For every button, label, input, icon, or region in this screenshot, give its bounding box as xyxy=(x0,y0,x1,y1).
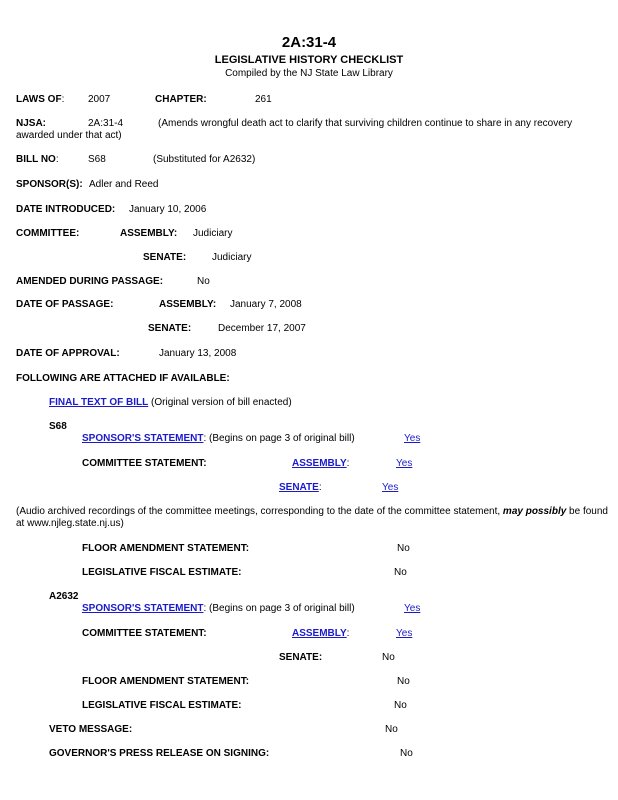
audio-note-cont: at www.njleg.state.nj.us) xyxy=(16,518,124,529)
laws-of-value: 2007 xyxy=(88,94,111,105)
press-release-label: GOVERNOR'S PRESS RELEASE ON SIGNING: xyxy=(49,748,270,759)
amended-label: AMENDED DURING PASSAGE: xyxy=(16,276,164,287)
page-title: 2A:31-4 xyxy=(281,34,337,51)
passage-assembly-label: ASSEMBLY: xyxy=(159,299,217,310)
s68-sponsor-row: SPONSOR'S STATEMENT: (Begins on page 3 of original bill) xyxy=(82,433,355,444)
chapter-value: 261 xyxy=(255,94,272,105)
s68-assembly-row: ASSEMBLY: xyxy=(292,458,350,469)
sponsors-value: Adler and Reed xyxy=(89,179,159,190)
veto-value: No xyxy=(385,724,398,735)
s68-sponsor-statement-link[interactable]: SPONSOR'S STATEMENT xyxy=(82,433,204,444)
a2632-senate-label: SENATE: xyxy=(279,652,323,663)
s68-sponsor-statement-yes[interactable]: Yes xyxy=(404,433,421,444)
bill-no-label: BILL NO: xyxy=(16,154,59,165)
s68-floor-value: No xyxy=(397,543,410,554)
s68-senate-yes[interactable]: Yes xyxy=(382,482,399,493)
passage-senate-value: December 17, 2007 xyxy=(218,323,306,334)
committee-senate-label: SENATE: xyxy=(143,252,187,263)
a2632-floor-label: FLOOR AMENDMENT STATEMENT: xyxy=(82,676,250,687)
s68-committee-label: COMMITTEE STATEMENT: xyxy=(82,458,207,469)
s68-fiscal-value: No xyxy=(394,567,407,578)
a2632-floor-value: No xyxy=(397,676,410,687)
veto-label: VETO MESSAGE: xyxy=(49,724,133,735)
a2632-senate-value: No xyxy=(382,652,395,663)
a2632-fiscal-label: LEGISLATIVE FISCAL ESTIMATE: xyxy=(82,700,242,711)
a2632-sponsor-statement-yes[interactable]: Yes xyxy=(404,603,421,614)
chapter-label: CHAPTER: xyxy=(155,94,207,105)
s68-assembly-yes[interactable]: Yes xyxy=(396,458,413,469)
a2632-sponsor-row: SPONSOR'S STATEMENT: (Begins on page 3 of original bill) xyxy=(82,603,355,614)
njsa-label: NJSA: xyxy=(16,118,47,129)
a2632-committee-label: COMMITTEE STATEMENT: xyxy=(82,628,207,639)
amended-value: No xyxy=(197,276,210,287)
a2632-assembly-link[interactable]: ASSEMBLY xyxy=(292,628,347,639)
njsa-description: (Amends wrongful death act to clarify that surviving children continue to share in any recovery xyxy=(158,118,573,129)
final-text-row: FINAL TEXT OF BILL (Original version of bill enacted) xyxy=(49,397,292,408)
attached-label: FOLLOWING ARE ATTACHED IF AVAILABLE: xyxy=(16,373,230,384)
a2632-heading: A2632 xyxy=(49,591,79,602)
a2632-assembly-yes[interactable]: Yes xyxy=(396,628,413,639)
compiled-by: Compiled by the NJ State Law Library xyxy=(225,68,393,79)
approval-value: January 13, 2008 xyxy=(159,348,237,359)
s68-senate-link[interactable]: SENATE xyxy=(279,482,319,493)
s68-assembly-link[interactable]: ASSEMBLY xyxy=(292,458,347,469)
approval-label: DATE OF APPROVAL: xyxy=(16,348,120,359)
a2632-sponsor-statement-link[interactable]: SPONSOR'S STATEMENT xyxy=(82,603,204,614)
committee-assembly-value: Judiciary xyxy=(193,228,233,239)
committee-label: COMMITTEE: xyxy=(16,228,80,239)
passage-assembly-value: January 7, 2008 xyxy=(230,299,302,310)
njsa-description-cont: awarded under that act) xyxy=(16,130,122,141)
final-text-link[interactable]: FINAL TEXT OF BILL xyxy=(49,397,149,408)
passage-label: DATE OF PASSAGE: xyxy=(16,299,114,310)
s68-floor-label: FLOOR AMENDMENT STATEMENT: xyxy=(82,543,250,554)
committee-senate-value: Judiciary xyxy=(212,252,252,263)
laws-of-label: LAWS OF: xyxy=(16,94,65,105)
committee-assembly-label: ASSEMBLY: xyxy=(120,228,178,239)
a2632-fiscal-value: No xyxy=(394,700,407,711)
njsa-value: 2A:31-4 xyxy=(88,118,124,129)
passage-senate-label: SENATE: xyxy=(148,323,192,334)
s68-fiscal-label: LEGISLATIVE FISCAL ESTIMATE: xyxy=(82,567,242,578)
date-introduced-label: DATE INTRODUCED: xyxy=(16,204,116,215)
date-introduced-value: January 10, 2006 xyxy=(129,204,207,215)
s68-heading: S68 xyxy=(49,421,67,432)
s68-senate-row: SENATE: xyxy=(279,482,322,493)
a2632-assembly-row: ASSEMBLY: xyxy=(292,628,350,639)
substituted-note: (Substituted for A2632) xyxy=(153,154,256,165)
audio-note: (Audio archived recordings of the committee meetings, corresponding to the date of the committee statement, may possibly be found xyxy=(16,506,608,517)
bill-no-value: S68 xyxy=(88,154,106,165)
sponsors-label: SPONSOR(S): xyxy=(16,179,83,190)
press-release-value: No xyxy=(400,748,413,759)
checklist-heading: LEGISLATIVE HISTORY CHECKLIST xyxy=(214,54,404,66)
